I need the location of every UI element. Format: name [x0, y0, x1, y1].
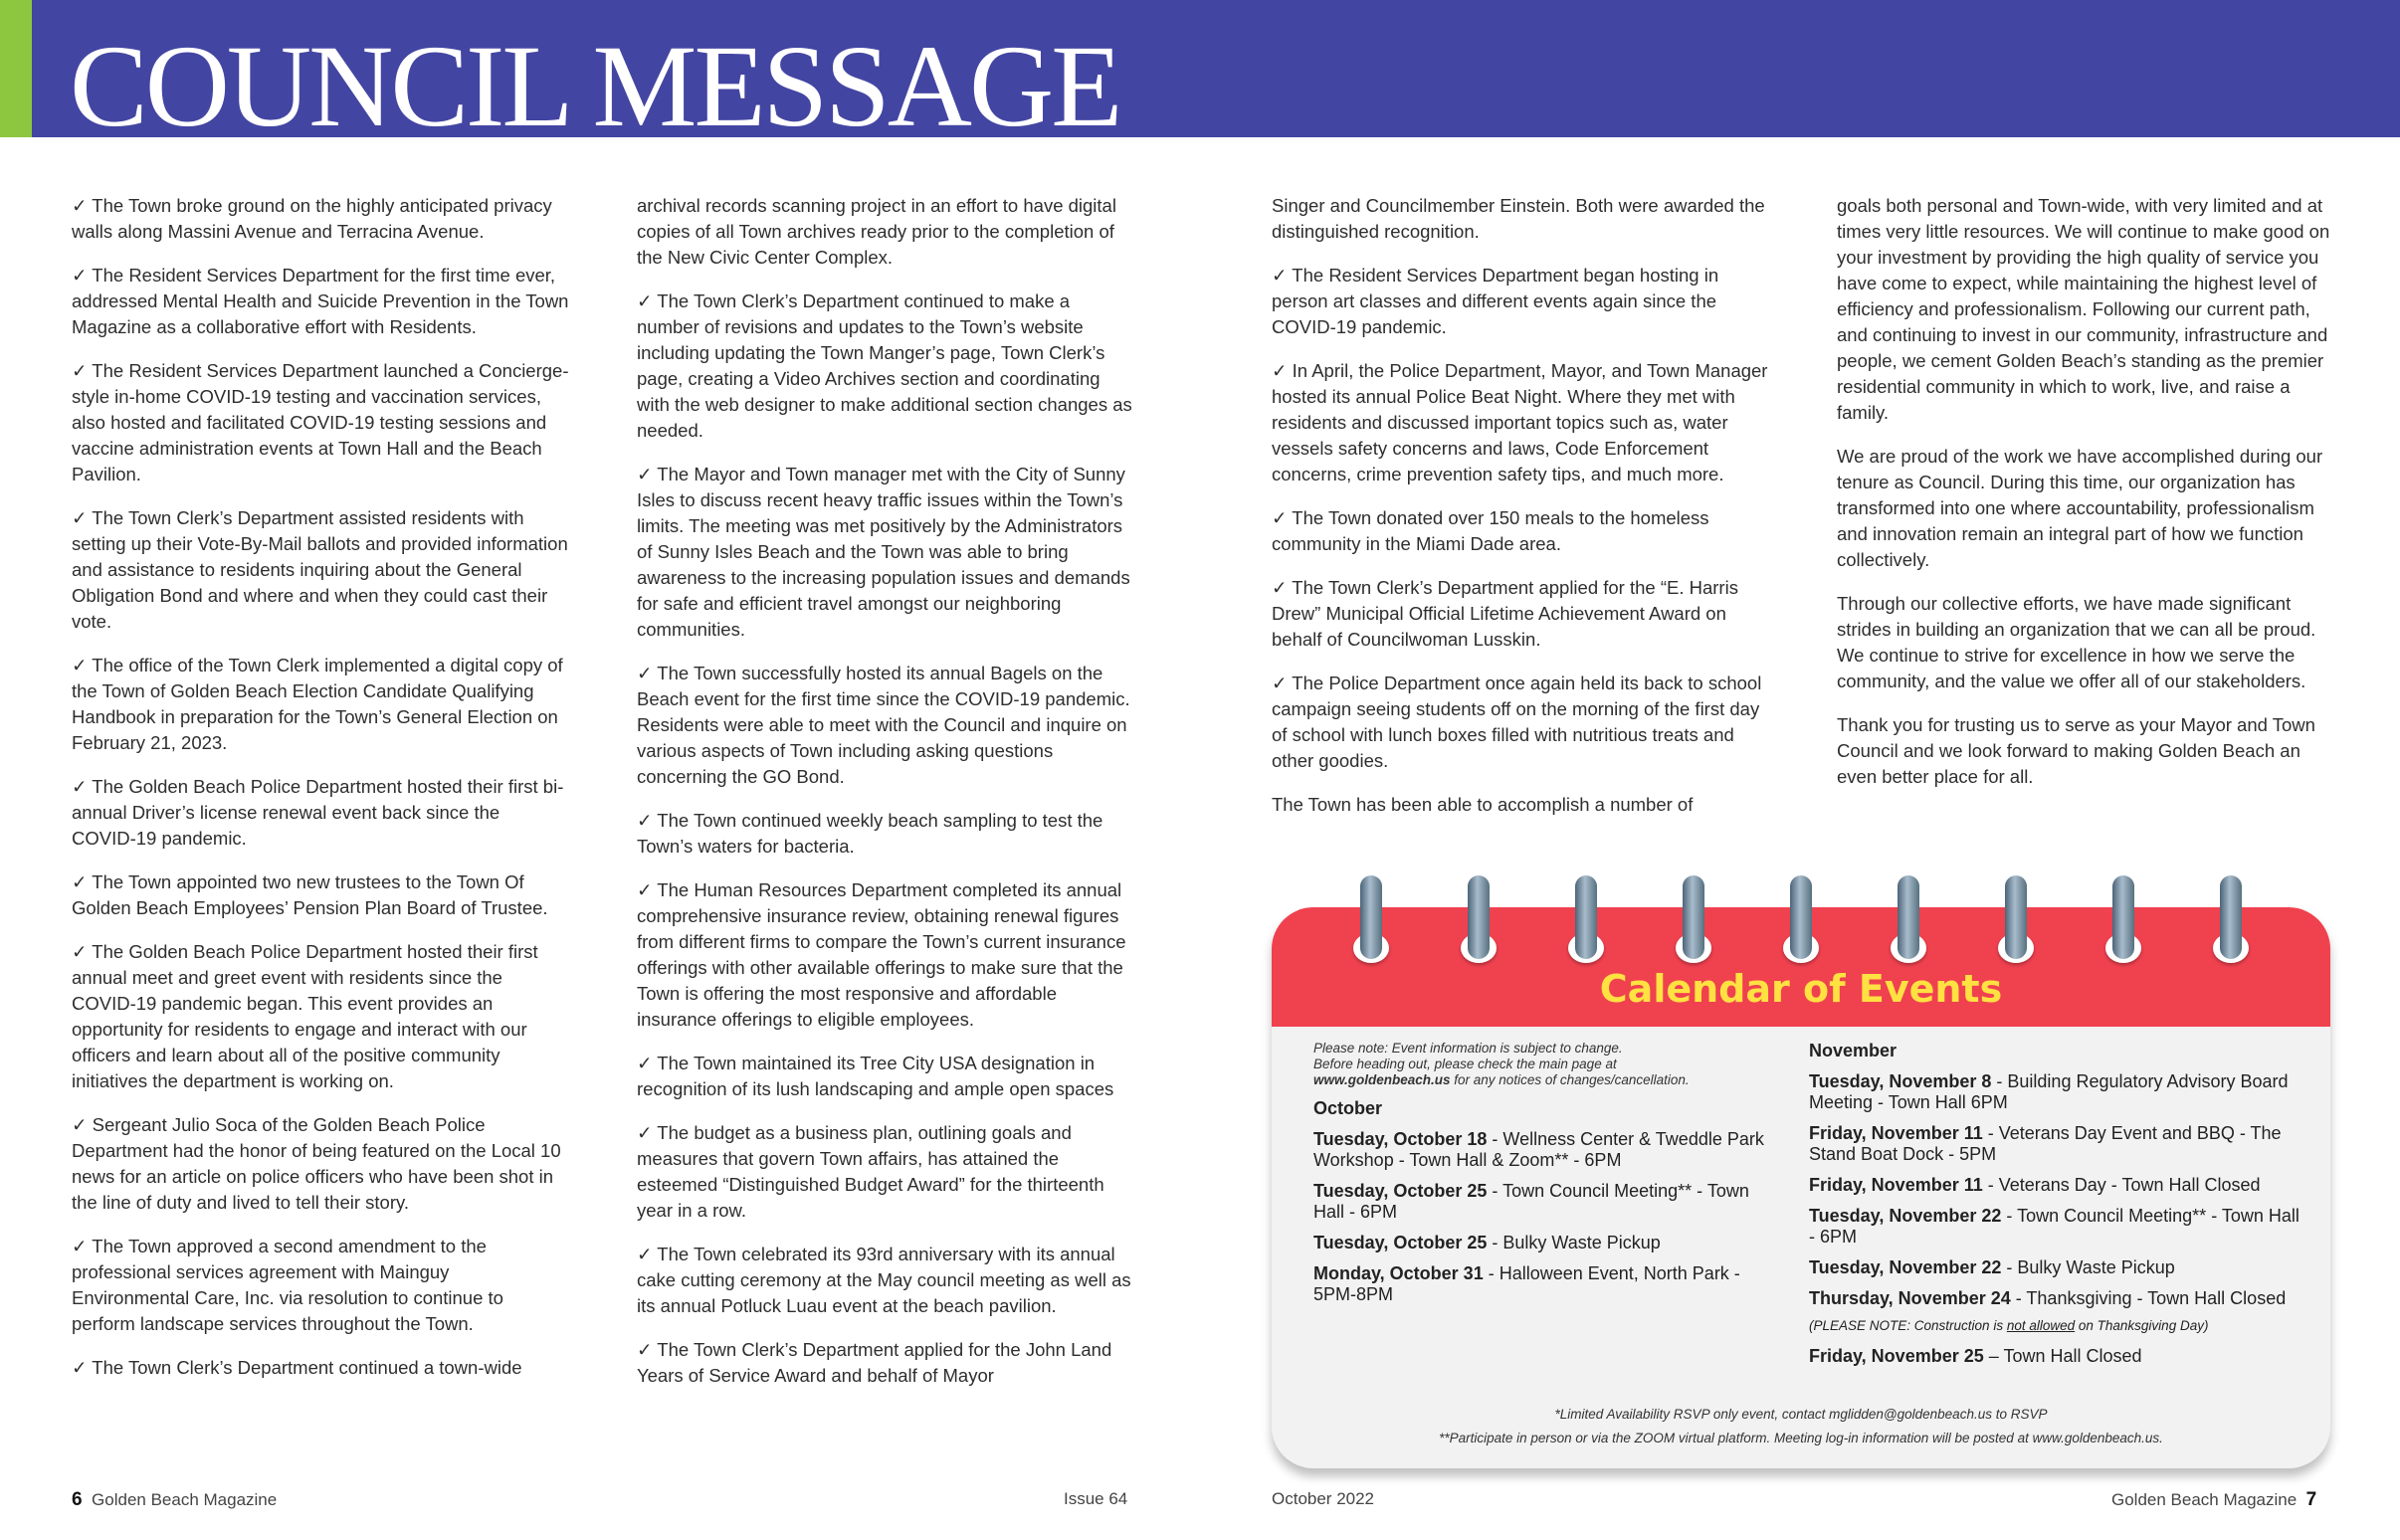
- paragraph: ✓ The Resident Services Department began hosting in person art classes and different events again since the COVID-19 pandemic.: [1272, 265, 1719, 337]
- calendar-footnote-zoom: **Participate in person or via the ZOOM virtual platform. Meeting log-in information will be posted at www.goldenbeach.us.: [1439, 1431, 2163, 1445]
- event-item: Tuesday, November 22 - Town Council Meeting** - Town Hall - 6PM: [1809, 1206, 2300, 1247]
- event-item: Friday, November 11 - Veterans Day - Town Hall Closed: [1809, 1175, 2261, 1195]
- issue-date: October 2022: [1272, 1489, 1375, 1508]
- paragraph: ✓ The Town Clerk’s Department applied for the John Land Years of Service Award and behalf of Mayor: [637, 1339, 1112, 1386]
- paragraph: ✓ The Town successfully hosted its annual Bagels on the Beach event for the first time since the COVID-19 pandemic. Residents were able to meet with the Council and inquire on various aspects of Town including asking questions concerning the GO Bond.: [637, 663, 1130, 787]
- binder-ring: [1575, 875, 1597, 959]
- paragraph: ✓ The Police Department once again held its back to school campaign seeing students off on the morning of the first day of school with lunch boxes filled with nutritious treats and other goodies.: [1272, 673, 1762, 771]
- calendar-right-column: [1809, 1041, 2306, 1377]
- paragraph: ✓ The Town maintained its Tree City USA designation in recognition of its lush landscaping and ample open spaces: [637, 1053, 1114, 1099]
- issue-number: Issue 64: [1064, 1489, 1128, 1508]
- event-item: Friday, November 25 – Town Hall Closed: [1809, 1346, 2142, 1366]
- calendar-of-events: [1272, 907, 2330, 1468]
- calendar-left-column: [1313, 1041, 1771, 1315]
- paragraph: ✓ The budget as a business plan, outlining goals and measures that govern Town affairs, has attained the esteemed “Distinguished Budget Award” for the thirteenth year in a row.: [637, 1122, 1104, 1221]
- binder-ring: [2220, 875, 2242, 959]
- binder-ring: [1683, 875, 1704, 959]
- event-item: Monday, October 31 - Halloween Event, North Park - 5PM-8PM: [1313, 1263, 1740, 1304]
- thanksgiving-note: (PLEASE NOTE: Construction is not allowed on Thanksgiving Day): [1809, 1318, 2209, 1333]
- binder-ring: [1790, 875, 1812, 959]
- paragraph: ✓ The Resident Services Department launched a Concierge-style in-home COVID-19 testing and vaccination services, also hosted and facilitated COVID-19 testing sessions and vaccine administration events at Town Hall and the Beach Pavilion.: [72, 360, 569, 484]
- binder-ring: [1468, 875, 1490, 959]
- header-banner: [0, 0, 2400, 151]
- paragraph: ✓ The office of the Town Clerk implemented a digital copy of the Town of Golden Beach Election Candidate Qualifying Handbook in preparation for the Town’s General Election on February 21, 2023.: [72, 655, 563, 753]
- text-column-1: [72, 193, 569, 1399]
- paragraph: ✓ The Golden Beach Police Department hosted their first annual meet and greet event with residents since the COVID-19 pandemic began. This event provides an opportunity for residents to engage and interact with our officers and learn about all of the positive community initiatives the department is working on.: [72, 941, 538, 1091]
- event-item: Friday, November 11 - Veterans Day Event and BBQ - The Stand Boat Dock - 5PM: [1809, 1123, 2282, 1164]
- footer-right: [2111, 1489, 2316, 1511]
- binder-ring: [2005, 875, 2027, 959]
- binder-ring: [1360, 875, 1382, 959]
- event-item: Tuesday, November 8 - Building Regulatory Advisory Board Meeting - Town Hall 6PM: [1809, 1071, 2289, 1112]
- october-events: [1313, 1129, 1771, 1305]
- month-october: October: [1313, 1098, 1383, 1118]
- paragraph: ✓ Sergeant Julio Soca of the Golden Beach Police Department had the honor of being featured on the Local 10 news for an article on police officers who have been shot in the line of duty and lived to tell their story.: [72, 1114, 561, 1213]
- calendar-notice: Please note: Event information is subject to change. Before heading out, please check the main page at www.goldenbeach.us for any notices of changes/cancellation.: [1313, 1041, 1690, 1087]
- event-item: Tuesday, November 22 - Bulky Waste Pickup: [1809, 1257, 2175, 1277]
- paragraph: ✓ The Town celebrated its 93rd anniversary with its annual cake cutting ceremony at the May council meeting as well as its annual Potluck Luau event at the beach pavilion.: [637, 1244, 1131, 1316]
- paragraph: archival records scanning project in an effort to have digital copies of all Town archives ready prior to the completion of the New Civic Center Complex.: [637, 195, 1116, 268]
- binder-ring: [2112, 875, 2134, 959]
- paragraph: goals both personal and Town-wide, with very limited and at times very little resources. We will continue to make good on your investment by providing the high quality of service you have come to expect, while maintaining the highest level of efficiency and professionalism. Following our current path, and continuing to invest in our community, infrastructure and people, we cement Golden Beach’s standing as the premier residential community in which to work, live, and raise a family.: [1837, 195, 2330, 423]
- website-link[interactable]: www.goldenbeach.us: [1313, 1072, 1451, 1087]
- paragraph: ✓ The Town Clerk’s Department continued a town-wide: [72, 1357, 522, 1378]
- paragraph: ✓ The Town Clerk’s Department applied for the “E. Harris Drew” Municipal Official Lifetime Achievement Award on behalf of Councilwoman Lusskin.: [1272, 577, 1738, 650]
- paragraph: ✓ The Town Clerk’s Department continued to make a number of revisions and updates to the Town’s website including updating the Town Manger’s page, Town Clerk’s page, creating a Video Archives section and coordinating with the web designer to make additional section changes as needed.: [637, 290, 1132, 441]
- event-item: Tuesday, October 18 - Wellness Center & Tweddle Park Workshop - Town Hall & Zoom** - 6PM: [1313, 1129, 1764, 1170]
- paragraph: ✓ The Town Clerk’s Department assisted residents with setting up their Vote-By-Mail ballots and provided information and assistance to residents inquiring about the General Obligation Bond and where and when they could cast their vote.: [72, 507, 568, 632]
- page-number-left: 6: [72, 1489, 83, 1510]
- green-accent-bar: [0, 0, 32, 137]
- text-column-3: [1272, 193, 1769, 836]
- paragraph: ✓ The Town appointed two new trustees to the Town Of Golden Beach Employees’ Pension Plan Board of Trustee.: [72, 871, 548, 918]
- paragraph: Through our collective efforts, we have made significant strides in building an organization that we can all be proud. We continue to strive for excellence in how we serve the community, and the value we offer all of our stakeholders.: [1837, 593, 2316, 691]
- paragraph: ✓ The Resident Services Department for the first time ever, addressed Mental Health and Suicide Prevention in the Town Magazine as a collaborative effort with Residents.: [72, 265, 569, 337]
- event-item: Thursday, November 24 - Thanksgiving - Town Hall Closed: [1809, 1288, 2287, 1308]
- footer-left: [72, 1489, 277, 1511]
- paragraph: We are proud of the work we have accomplished during our tenure as Council. During this time, our organization has transformed into one where accountability, professionalism and innovation remain an integral part of how we function collectively.: [1837, 446, 2323, 570]
- paragraph: ✓ The Town approved a second amendment to the professional services agreement with Mainguy Environmental Care, Inc. via resolution to continue to perform landscape services throughout the Town.: [72, 1236, 503, 1334]
- paragraph: ✓ The Town donated over 150 meals to the homeless community in the Miami Dade area.: [1272, 507, 1709, 554]
- calendar-footnote-rsvp: *Limited Availability RSVP only event, contact mglidden@goldenbeach.us to RSVP: [1554, 1407, 2048, 1422]
- event-item: Tuesday, October 25 - Bulky Waste Pickup: [1313, 1233, 1661, 1252]
- page-title: COUNCIL MESSAGE: [70, 21, 1120, 151]
- paragraph: ✓ The Mayor and Town manager met with the City of Sunny Isles to discuss recent heavy traffic issues within the Town’s limits. The meeting was met positively by the Administrators of Sunny Isles Beach and the Town was able to bring awareness to the increasing population issues and demands for safe and efficient travel amongst our neighboring communities.: [637, 464, 1130, 640]
- binder-ring: [1898, 875, 1919, 959]
- text-column-2: [637, 193, 1134, 1407]
- page-number-right: 7: [2305, 1489, 2317, 1510]
- paragraph: ✓ The Town broke ground on the highly anticipated privacy walls along Massini Avenue and Terracina Avenue.: [72, 195, 552, 242]
- paragraph: The Town has been able to accomplish a number of: [1272, 794, 1694, 815]
- paragraph: ✓ The Human Resources Department completed its annual comprehensive insurance review, obtaining renewal figures from different firms to compare the Town’s current insurance offerings with other available offerings to make sure that the Town is offering the most responsive and affordable insurance offerings to eligible employees.: [637, 879, 1126, 1030]
- paragraph: ✓ The Golden Beach Police Department hosted their first bi-annual Driver’s license renewal event back since the COVID-19 pandemic.: [72, 776, 564, 849]
- magazine-name-right: Golden Beach Magazine: [2111, 1490, 2298, 1509]
- calendar-title: Calendar of Events: [1599, 967, 2003, 1011]
- november-events: [1809, 1071, 2306, 1309]
- paragraph: ✓ The Town continued weekly beach sampling to test the Town’s waters for bacteria.: [637, 810, 1103, 857]
- paragraph: Thank you for trusting us to serve as your Mayor and Town Council and we look forward to making Golden Beach an even better place for all.: [1837, 714, 2315, 787]
- magazine-name-left: Golden Beach Magazine: [92, 1490, 278, 1509]
- paragraph: ✓ In April, the Police Department, Mayor, and Town Manager hosted its annual Police Beat Night. Where they met with residents and discussed important topics such as, water vessels safety concerns and laws, Code Enforcement concerns, crime prevention safety tips, and much more.: [1272, 360, 1768, 484]
- event-item: Tuesday, October 25 - Town Council Meeting** - Town Hall - 6PM: [1313, 1181, 1749, 1222]
- text-column-4: [1837, 193, 2340, 808]
- paragraph: Singer and Councilmember Einstein. Both were awarded the distinguished recognition.: [1272, 195, 1765, 242]
- month-november: November: [1809, 1041, 1898, 1060]
